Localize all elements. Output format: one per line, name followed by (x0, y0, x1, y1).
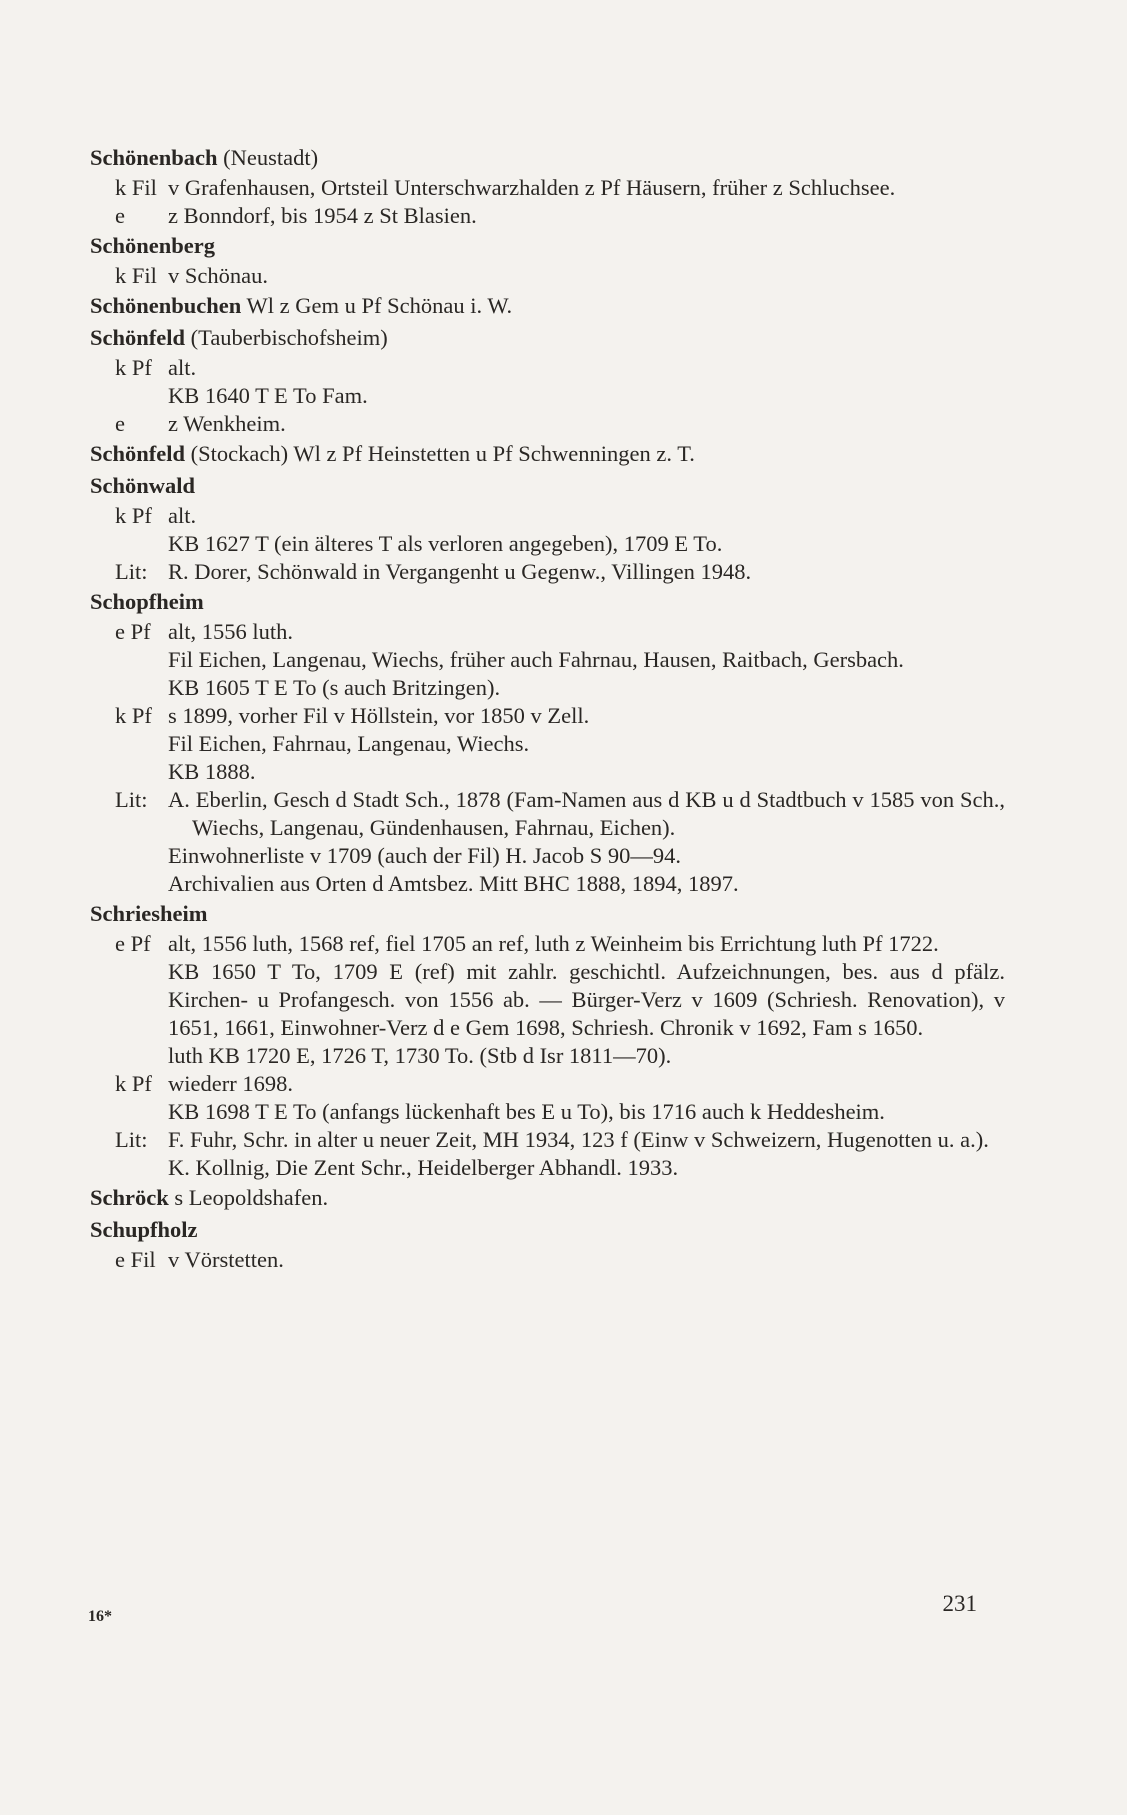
row-text: alt, 1556 luth. (168, 619, 293, 644)
entry-heading (90, 1214, 1005, 1246)
row-label (90, 870, 168, 898)
row-text: KB 1640 T E To Fam. (168, 383, 368, 408)
entry-suffix: (Tauberbischofsheim) (190, 325, 388, 350)
entry-row (90, 842, 1005, 870)
entry-suffix: s Leopoldshafen. (174, 1185, 329, 1210)
entry-row (90, 930, 1005, 958)
row-text: R. Dorer, Schönwald in Vergangenht u Gegenw., Villingen 1948. (168, 559, 752, 584)
entry-row (90, 1042, 1005, 1070)
place-name: Schönenbuchen (90, 293, 242, 318)
row-text: wiederr 1698. (168, 1071, 293, 1096)
row-label: k Pf (115, 1071, 152, 1096)
row-label: e Fil (115, 1247, 156, 1272)
row-text: Fil Eichen, Fahrnau, Langenau, Wiechs. (168, 731, 530, 756)
entry-heading (90, 898, 1005, 930)
row-text: Einwohnerliste v 1709 (auch der Fil) H. Jacob S 90—94. (168, 843, 682, 868)
place-name: Schriesheim (90, 901, 208, 926)
printer-signature: 16* (88, 1608, 112, 1625)
row-text: KB 1627 T (ein älteres T als verloren angegeben), 1709 E To. (168, 531, 723, 556)
row-text: KB 1698 T E To (anfangs lückenhaft bes E u To), bis 1716 auch k Heddesheim. (168, 1099, 885, 1124)
entry-row (90, 354, 1005, 382)
row-text: v Vörstetten. (168, 1247, 284, 1272)
entry-row (90, 558, 1005, 586)
gazetteer-entries (90, 142, 1005, 1274)
row-label: k Fil (115, 263, 157, 288)
place-name: Schröck (90, 1185, 169, 1210)
entry-heading (90, 290, 1005, 322)
entry-suffix: (Neustadt) (223, 145, 319, 170)
entry-heading (90, 438, 1005, 470)
row-label: k Fil (115, 175, 157, 200)
entry-row (90, 202, 1005, 230)
entry-row (90, 410, 1005, 438)
entry-row (90, 262, 1005, 290)
row-label (90, 1154, 168, 1182)
row-label (90, 646, 168, 674)
entry-heading (90, 230, 1005, 262)
entry-row (90, 502, 1005, 530)
place-name: Schönfeld (90, 325, 186, 350)
row-text: s 1899, vorher Fil v Höllstein, vor 1850 v Zell. (168, 703, 590, 728)
row-text: KB 1605 T E To (s auch Britzingen). (168, 675, 501, 700)
entry-suffix: Wl z Gem u Pf Schönau i. W. (246, 293, 513, 318)
entry-row (90, 530, 1005, 558)
row-text: F. Fuhr, Schr. in alter u neuer Zeit, MH 1934, 123 f (Einw v Schweizern, Hugenotten u. a.). (168, 1127, 989, 1152)
row-text: K. Kollnig, Die Zent Schr., Heidelberger Abhandl. 1933. (168, 1155, 679, 1180)
entry-row (90, 870, 1005, 898)
entry (90, 470, 1005, 586)
row-label: k Pf (115, 503, 152, 528)
entry (90, 1214, 1005, 1274)
entry (90, 322, 1005, 438)
row-text: Fil Eichen, Langenau, Wiechs, früher auch Fahrnau, Hausen, Raitbach, Gersbach. (168, 647, 904, 672)
entry-row (90, 674, 1005, 702)
row-text: v Grafenhausen, Ortsteil Unterschwarzhalden z Pf Häusern, früher z Schluchsee. (168, 175, 896, 200)
entry (90, 230, 1005, 290)
entry-heading (90, 1182, 1005, 1214)
entry-row (90, 382, 1005, 410)
row-text: A. Eberlin, Gesch d Stadt Sch., 1878 (Fam-Namen aus d KB u d Stadtbuch v 1585 von Sch., Wiechs, Langenau, Gündenhausen, Fahrnau, Eichen). (168, 787, 1005, 840)
entry-heading (90, 142, 1005, 174)
entry (90, 290, 1005, 322)
entry-heading (90, 322, 1005, 354)
place-name: Schupfholz (90, 1217, 198, 1242)
row-label (90, 530, 168, 558)
row-text: z Wenkheim. (168, 411, 286, 436)
row-label (90, 382, 168, 410)
place-name: Schopfheim (90, 589, 204, 614)
row-label (90, 958, 168, 1042)
row-text: KB 1888. (168, 759, 256, 784)
row-label (90, 1042, 168, 1070)
entry-row (90, 786, 1005, 842)
row-label: k Pf (115, 703, 152, 728)
row-label (90, 842, 168, 870)
entry-row (90, 1098, 1005, 1126)
entry-row (90, 1126, 1005, 1154)
row-label: k Pf (115, 355, 152, 380)
entry-heading (90, 586, 1005, 618)
entry-row (90, 646, 1005, 674)
row-label (90, 758, 168, 786)
row-label (90, 1098, 168, 1126)
entry (90, 898, 1005, 1182)
entry-row (90, 730, 1005, 758)
row-label (90, 674, 168, 702)
entry (90, 142, 1005, 230)
place-name: Schönenbach (90, 145, 218, 170)
entry-row (90, 758, 1005, 786)
entry-row (90, 618, 1005, 646)
entry-row (90, 1246, 1005, 1274)
entry-row (90, 174, 1005, 202)
row-label: e Pf (115, 931, 151, 956)
entry-suffix: (Stockach) Wl z Pf Heinstetten u Pf Schwenningen z. T. (190, 441, 695, 466)
row-label: Lit: (115, 1127, 148, 1152)
place-name: Schönwald (90, 473, 196, 498)
page-number: 231 (942, 1591, 977, 1616)
entry-heading (90, 470, 1005, 502)
row-label: Lit: (115, 559, 148, 584)
row-text: alt. (168, 503, 197, 528)
entry (90, 1182, 1005, 1214)
row-text: v Schönau. (168, 263, 268, 288)
entry-row (90, 958, 1005, 1042)
row-label: e Pf (115, 619, 151, 644)
row-text: Archivalien aus Orten d Amtsbez. Mitt BHC 1888, 1894, 1897. (168, 871, 739, 896)
entry-row (90, 702, 1005, 730)
entry-row (90, 1070, 1005, 1098)
row-label (90, 730, 168, 758)
entry-row (90, 1154, 1005, 1182)
row-label: e (115, 411, 125, 436)
row-text: z Bonndorf, bis 1954 z St Blasien. (168, 203, 477, 228)
row-text: alt, 1556 luth, 1568 ref, fiel 1705 an ref, luth z Weinheim bis Errichtung luth Pf 1722. (168, 931, 939, 956)
row-label: e (115, 203, 125, 228)
row-text: KB 1650 T To, 1709 E (ref) mit zahlr. geschichtl. Aufzeichnungen, bes. aus d pfälz. Kirchen- u Profangesch. von 1556 ab. — Bürger-Verz v 1609 (Schriesh. Renovation), v 1651, 1661, Einwohner-Verz d e Gem 1698, Schriesh. Chronik v 1692, Fam s 1650. (168, 959, 1005, 1040)
place-name: Schönfeld (90, 441, 186, 466)
row-text: luth KB 1720 E, 1726 T, 1730 To. (Stb d Isr 1811—70). (168, 1043, 672, 1068)
entry (90, 438, 1005, 470)
entry (90, 586, 1005, 898)
row-label: Lit: (115, 787, 148, 812)
row-text: alt. (168, 355, 197, 380)
place-name: Schönenberg (90, 233, 216, 258)
